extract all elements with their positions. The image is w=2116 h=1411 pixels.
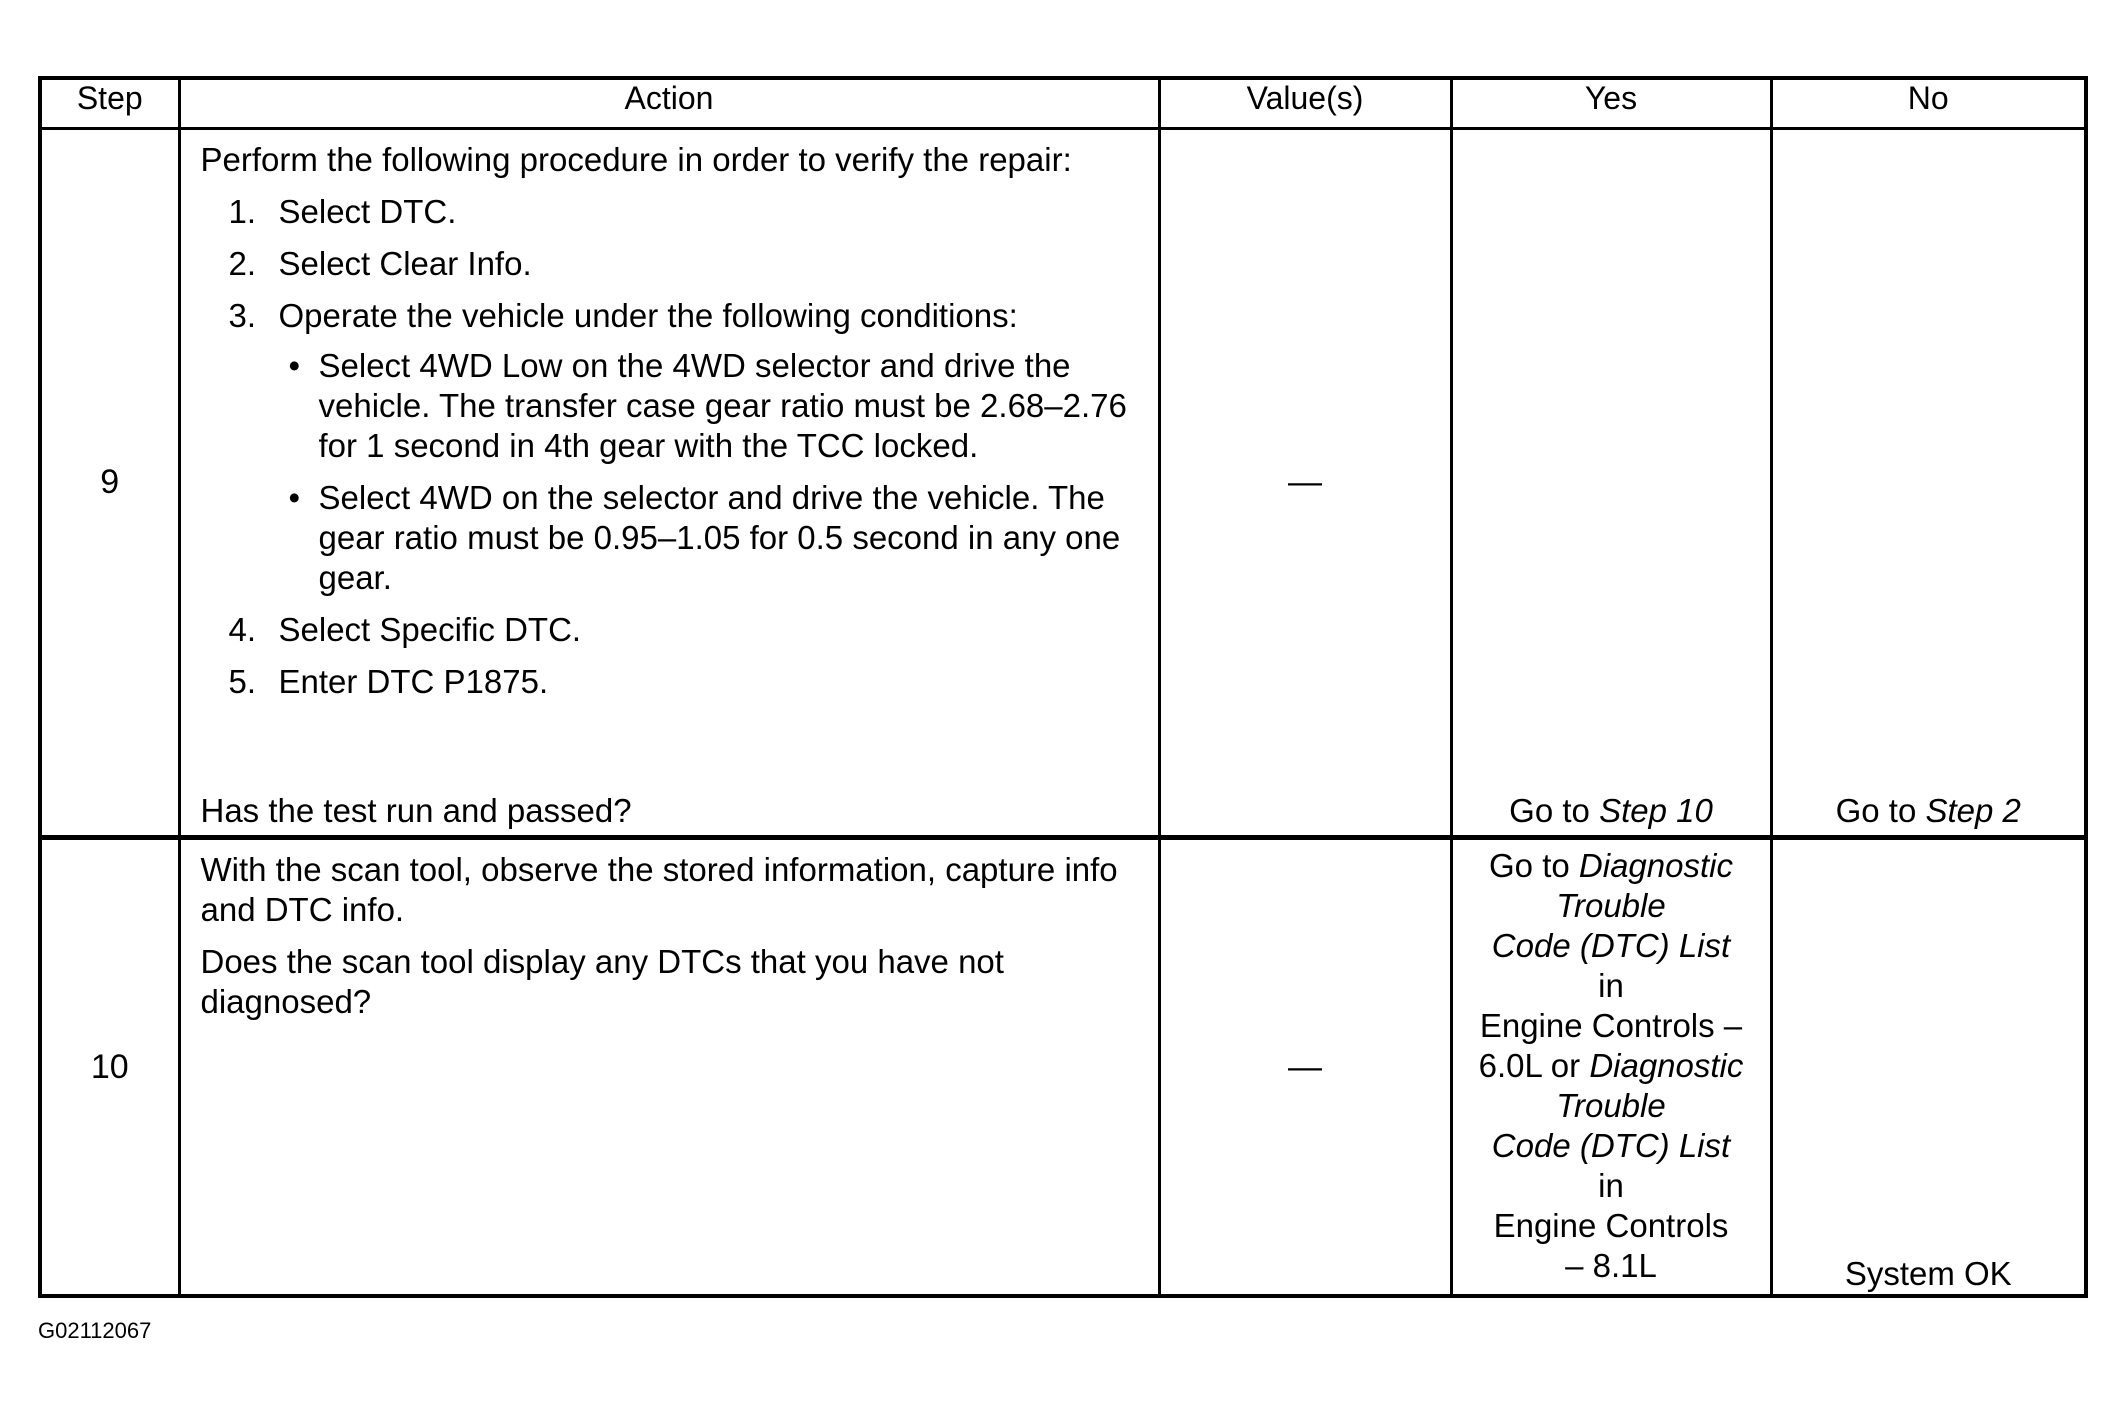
no-cell: [1771, 837, 2084, 1295]
value-cell: —: [1159, 837, 1451, 1295]
action-question: Does the scan tool display any DTCs that you have not diagnosed?: [200, 942, 1004, 1020]
no-result: Go to Step 2: [1835, 791, 2021, 829]
procedure-step: 4. Select Specific DTC.: [228, 610, 582, 648]
figure-id: G02112067: [38, 1318, 152, 1343]
procedure-step: 1. Select DTC.: [228, 192, 457, 230]
step-number: 10: [42, 837, 179, 1295]
action-cell: [179, 837, 1159, 1295]
yes-cell: [1451, 128, 1771, 837]
no-result: System OK: [1844, 1255, 2012, 1292]
bullet-icon: •: [288, 346, 301, 384]
diagnostic-table-frame: [38, 76, 2088, 1298]
condition-item: • Select 4WD on the selector and drive the vehicle. The gear ratio must be 0.95–1.05 for 0.5 second in any one gear.: [288, 478, 1121, 596]
header-step: Step: [42, 80, 179, 128]
condition-item: • Select 4WD Low on the 4WD selector and drive the vehicle. The transfer case gear ratio must be 2.68–2.76 for 1 second in 4th gear with the TCC locked.: [288, 346, 1127, 464]
no-cell: [1771, 128, 2084, 837]
action-cell: [179, 128, 1159, 837]
action-intro: Perform the following procedure in order to verify the repair:: [200, 140, 1072, 178]
table-row-step-9: [42, 128, 2084, 837]
header-row: [42, 80, 2084, 128]
action-question: Has the test run and passed?: [200, 791, 632, 829]
dtc-list-link[interactable]: Diagnostic: [1578, 846, 1733, 884]
header-yes: Yes: [1451, 80, 1771, 128]
step-link[interactable]: Step 2: [1925, 791, 2021, 829]
yes-result: Go to Step 10: [1509, 791, 1713, 829]
condition-list: [229, 346, 1146, 598]
procedure-step: 5. Enter DTC P1875.: [228, 662, 549, 700]
dtc-list-link[interactable]: Diagnostic: [1589, 1046, 1744, 1084]
yes-result: Go to Diagnostic Trouble Code (DTC) List in Engine Controls – 6.0L or Diagnostic Trouble Code (DTC) List in Engine Controls – 8.1L: [1478, 846, 1744, 1284]
header-no: No: [1771, 80, 2084, 128]
step-number: 9: [42, 128, 179, 837]
procedure-list: [201, 192, 1146, 702]
step-link[interactable]: Step 10: [1599, 791, 1713, 829]
yes-cell: [1451, 837, 1771, 1295]
procedure-step: 3. Operate the vehicle under the following conditions: • Select 4WD Low on the 4WD selector and drive the vehicle. The transfer case gear ratio must be 2.68–2.76 for 1 second in 4th gear with the TCC locked. • Select 4WD on the selector and drive the vehicle. The gear ratio must be 0.95–1.05 for 0.5 second in any one gear.: [201, 296, 1146, 598]
header-action: Action: [179, 80, 1159, 128]
bullet-icon: •: [288, 478, 301, 516]
diagnostic-table: [42, 80, 2084, 1295]
value-cell: —: [1159, 128, 1451, 837]
action-intro: With the scan tool, observe the stored information, capture info and DTC info.: [200, 850, 1118, 928]
procedure-step: 2. Select Clear Info.: [228, 244, 532, 282]
header-values: Value(s): [1159, 80, 1451, 128]
table-row-step-10: [42, 837, 2084, 1295]
